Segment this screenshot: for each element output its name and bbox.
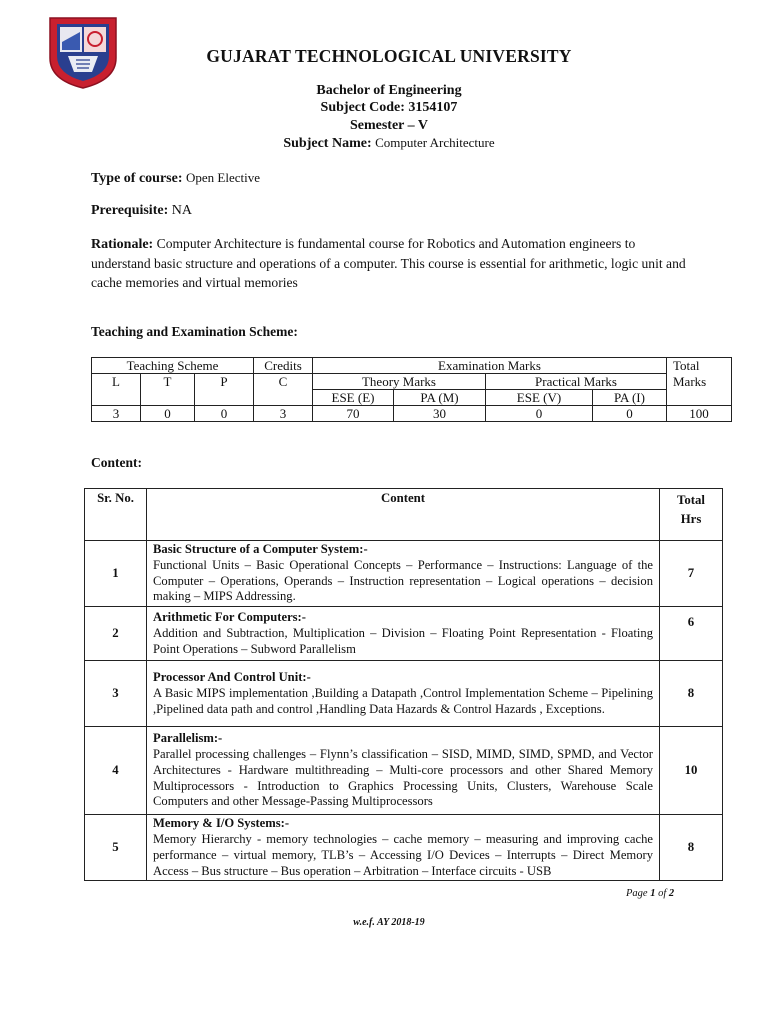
wef-footer: w.e.f. AY 2018-19 [353, 917, 425, 928]
scheme-val-p: 0 [195, 406, 254, 422]
scheme-h-exam: Examination Marks [313, 358, 667, 374]
row-content [147, 727, 660, 815]
scheme-h-t: T [141, 374, 195, 406]
prerequisite [91, 203, 192, 219]
row-hrs: 10 [660, 727, 723, 815]
rationale [91, 234, 691, 292]
semester: Semester – V [349, 118, 429, 133]
course-type-value: Open Elective [186, 170, 260, 185]
content-h-content: Content [147, 489, 660, 541]
scheme-val-c: 3 [254, 406, 313, 422]
row-title: Processor And Control Unit:- [153, 669, 311, 684]
content-h-srno: Sr. No. [85, 489, 147, 541]
course-type-label: Type of course: [91, 171, 183, 186]
scheme-val-ese-e: 70 [313, 406, 394, 422]
row-content [147, 607, 660, 661]
row-text: Memory Hierarchy - memory technologies – cache memory – measuring and improving cache performance – virtual memory, TLB’s – Accessing I/O Devices – Interrupts – Direct Memory Access – Bus structure – Bus operation – Arbitration – Interface circuits - USB [153, 831, 653, 878]
row-title: Parallelism:- [153, 731, 223, 746]
scheme-h-credits: Credits [254, 358, 313, 374]
row-hrs: 6 [660, 607, 723, 661]
scheme-h-total [667, 358, 732, 406]
row-hrs: 8 [660, 661, 723, 727]
content-table [84, 488, 723, 881]
scheme-h-pa-m: PA (M) [394, 390, 486, 406]
page-of: of [658, 888, 667, 899]
row-text: Functional Units – Basic Operational Concepts – Performance – Instructions: Language of the Computer – Operations, Operands – Instruction representation – Logical operations – decision making – MIPS Addressing. [153, 557, 653, 604]
scheme-title: Teaching and Examination Scheme: [91, 324, 298, 339]
row-hrs: 8 [660, 815, 723, 881]
row-sr: 3 [85, 661, 147, 727]
page-total: 2 [668, 888, 675, 899]
scheme-val-l: 3 [92, 406, 141, 422]
subject-name-line [0, 135, 768, 152]
scheme-val-ese-v: 0 [486, 406, 593, 422]
row-title: Basic Structure of a Computer System:- [153, 542, 368, 556]
scheme-val-t: 0 [141, 406, 195, 422]
rationale-text: Computer Architecture is fundamental course for Robotics and Automation engineers to understand basic structure and operations of a computer. This course is essential for arithmetic, logic unit and cache memories and virtual memories [91, 236, 686, 290]
subject-name: Computer Architecture [375, 135, 495, 150]
row-content [147, 661, 660, 727]
scheme-h-teaching: Teaching Scheme [92, 358, 254, 374]
row-sr: 5 [85, 815, 147, 881]
content-h-total1: Total [677, 493, 705, 507]
page-label: Page [626, 888, 648, 899]
page-number [626, 888, 674, 899]
row-title: Arithmetic For Computers:- [153, 609, 306, 624]
scheme-h-total2: Marks [673, 374, 707, 389]
row-sr: 4 [85, 727, 147, 815]
row-text: Parallel processing challenges – Flynn’s classification – SISD, MIMD, SIMD, SPMD, and Vector Architectures - Hardware multithreading – Multi-core processors and other Shared Memory Multiprocessors - Introduction to Graphics Processing Units, Clusters, Warehouse Scale Computers and other Message-Passing Multiprocessors [153, 746, 653, 809]
subject-code: Subject Code: 3154107 [320, 100, 458, 115]
page-current: 1 [650, 888, 656, 899]
table-row [85, 727, 723, 815]
scheme-table [91, 357, 732, 422]
prerequisite-label: Prerequisite: [91, 203, 169, 218]
row-text: A Basic MIPS implementation ,Building a Datapath ,Control Implementation Scheme – Pipelining ,Pipelined data path and control ,Handling Data Hazards & Control Hazards , Exceptions. [153, 685, 653, 716]
row-title: Memory & I/O Systems:- [153, 816, 290, 831]
scheme-h-c: C [254, 374, 313, 406]
prerequisite-value: NA [171, 203, 192, 218]
row-content [147, 541, 660, 607]
rationale-label: Rationale: [91, 237, 154, 252]
table-row [85, 541, 723, 607]
table-row [85, 661, 723, 727]
row-content [147, 815, 660, 881]
scheme-val-pa-i: 0 [593, 406, 667, 422]
scheme-h-l: L [92, 374, 141, 406]
scheme-h-ese-v: ESE (V) [486, 390, 593, 406]
scheme-val-pa-m: 30 [394, 406, 486, 422]
scheme-h-practical: Practical Marks [486, 374, 667, 390]
scheme-val-total: 100 [667, 406, 732, 422]
row-sr: 2 [85, 607, 147, 661]
row-text: Addition and Subtraction, Multiplication – Division – Floating Point Representation - Floating Point Operations – Subword Parallelism [153, 625, 653, 656]
degree: Bachelor of Engineering [316, 83, 462, 98]
scheme-h-pa-i: PA (I) [593, 390, 667, 406]
content-h-hrs [660, 489, 723, 541]
row-hrs: 7 [660, 541, 723, 607]
table-row [85, 607, 723, 661]
content-h-total2: Hrs [680, 512, 702, 526]
scheme-h-ese-e: ESE (E) [313, 390, 394, 406]
scheme-h-total1: Total [673, 358, 700, 373]
university-name: GUJARAT TECHNOLOGICAL UNIVERSITY [206, 46, 572, 66]
content-title: Content: [91, 455, 142, 470]
scheme-h-p: P [195, 374, 254, 406]
scheme-h-theory: Theory Marks [313, 374, 486, 390]
row-sr: 1 [85, 541, 147, 607]
table-row [85, 815, 723, 881]
course-type [91, 170, 260, 187]
subject-name-label: Subject Name: [283, 136, 372, 151]
